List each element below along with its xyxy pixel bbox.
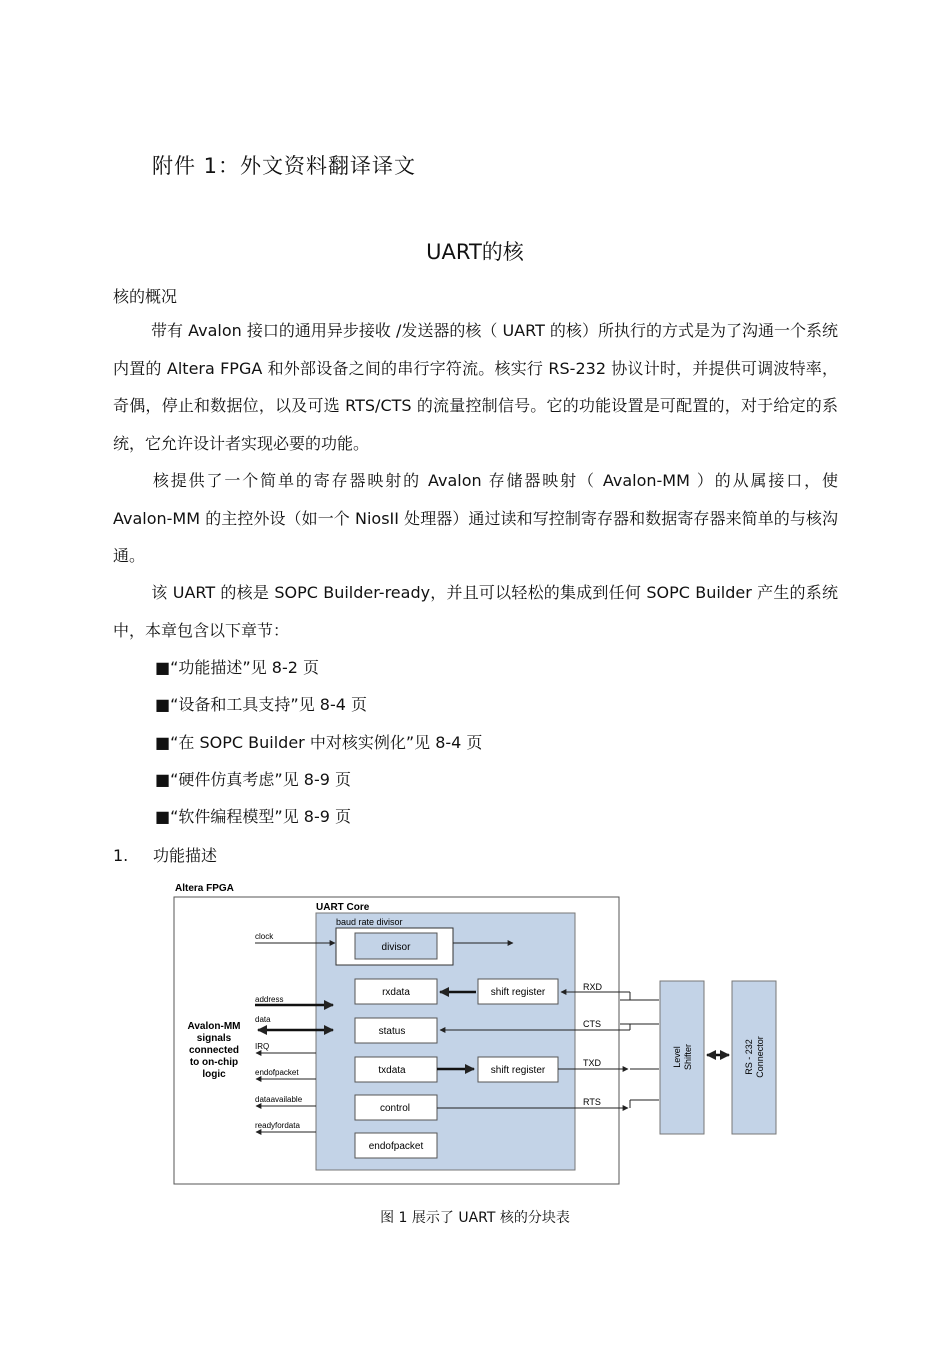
level-shifter-line-1: Level (672, 1046, 682, 1068)
paragraph-1-text: 带有 Avalon 接口的通用异步接收 /发送器的核（ UART 的核）所执行的方式是为了沟通一个系统内置的 Altera FPGA 和外部设备之间的串行字符流。核实行 RS-232 协议计时，并提供可调波特率，奇偶，停止和数据位，以及可选 RTS/CTS 的流量控制信号。它的功能设置是可配置的，对于给定的系统，它允许设计者实现必要的功能。 (113, 321, 838, 453)
section-number: 1. (113, 846, 129, 865)
rs232-connector-block (732, 981, 776, 1134)
rts-label: RTS (583, 1097, 601, 1107)
level-shifter-label (672, 1044, 693, 1070)
txd-label: TXD (583, 1058, 601, 1068)
level-shifter-line-2: Shifter (683, 1043, 693, 1071)
connector-line-2: Connector (755, 1036, 765, 1078)
level-shifter-block (660, 981, 704, 1134)
baud-divisor-label: baud rate divisor (336, 917, 403, 927)
section-title: 功能描述 (153, 846, 218, 865)
paragraph-3-text: 该 UART 的核是 SOPC Builder-ready，并且可以轻松的集成到任何 SOPC Builder 产生的系统中，本章包含以下章节： (113, 583, 838, 640)
overview-subheading: 核的概况 (113, 287, 178, 306)
document-title: UART的核 (426, 240, 524, 264)
signal-endofpacket-label: endofpacket (255, 1068, 299, 1077)
signal-address-label: address (255, 995, 284, 1004)
connector-line-1: RS - 232 (744, 1039, 754, 1075)
list-item: ■“功能描述”见 8-2 页 (155, 658, 320, 677)
divisor-text: divisor (381, 942, 411, 953)
figure-caption: 图 1 展示了 UART 核的分块表 (380, 1210, 570, 1226)
status-label: status (378, 1026, 406, 1037)
paragraph-2-text: 核提供了一个简单的寄存器映射的 Avalon 存储器映射（ Avalon-MM ）的从属接口，使 Avalon-MM 的主控外设（如一个 NiosII 处理器）通过读和写控制寄存器和数据寄存器来简单的与核沟通。 (113, 471, 838, 565)
control-label: control (379, 1103, 411, 1114)
clock-label: clock (255, 932, 274, 941)
rxdata-label: rxdata (382, 987, 410, 998)
list-item: ■“软件编程模型”见 8-9 页 (155, 807, 352, 827)
uart-core-label: UART Core (316, 902, 370, 913)
list-item: ■“在 SOPC Builder 中对核实例化”见 8-4 页 (155, 732, 483, 752)
list-item: ■“硬件仿真考虑”见 8-9 页 (155, 769, 352, 789)
avalon-line-3: connected (188, 1045, 240, 1056)
appendix-heading: 附件 1：外文资料翻译译文 (152, 154, 417, 178)
signal-readyfordata-label: readyfordata (255, 1121, 300, 1130)
avalon-line-2: signals (196, 1033, 232, 1044)
list-item: ■“设备和工具支持”见 8-4 页 (155, 695, 368, 715)
tx-shift-register-label: shift register (490, 1065, 546, 1076)
avalon-line-5: logic (202, 1069, 226, 1080)
rx-shift-register-label: shift register (490, 987, 546, 998)
rs232-connector-label (744, 1036, 765, 1078)
signal-irq-label: IRQ (255, 1042, 270, 1051)
cts-label: CTS (583, 1019, 601, 1029)
fpga-label: Altera FPGA (175, 883, 234, 894)
avalon-line-4: to on-chip (189, 1057, 239, 1068)
rxd-label: RXD (583, 982, 603, 992)
avalon-line-1: Avalon-MM (187, 1021, 241, 1032)
signal-data-label: data (255, 1015, 271, 1024)
signal-dataavailable-label: dataavailable (255, 1095, 303, 1104)
endofpacket-label: endofpacket (368, 1141, 424, 1152)
txdata-label: txdata (378, 1065, 406, 1076)
